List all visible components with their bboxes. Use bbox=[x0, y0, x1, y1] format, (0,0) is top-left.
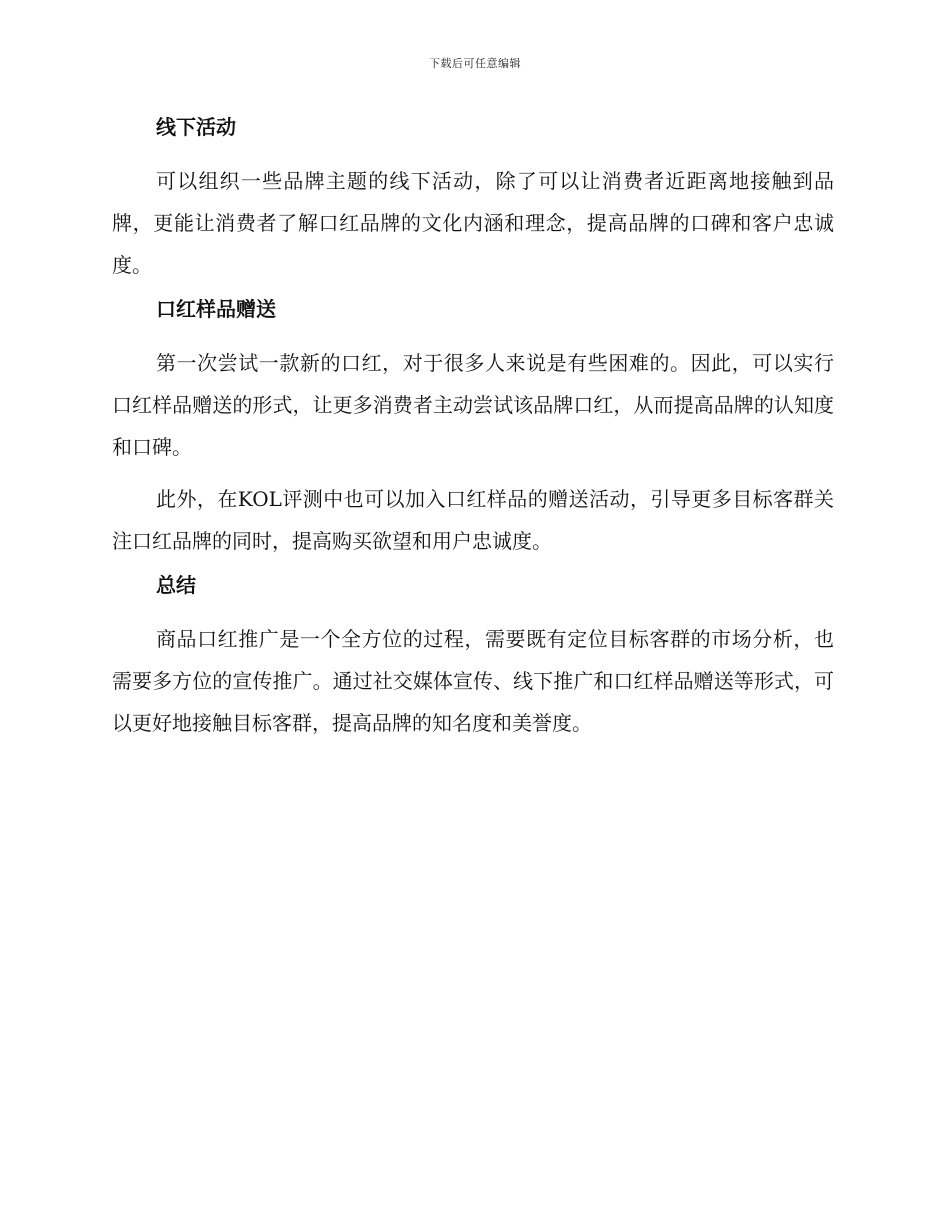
paragraph: 此外，在KOL评测中也可以加入口红样品的赠送活动，引导更多目标客群关注口红品牌的同时，提高购买欲望和用户忠诚度。 bbox=[112, 487, 834, 553]
paragraph: 商品口红推广是一个全方位的过程，需要既有定位目标客群的市场分析，也需要多方位的宣传推广。通过社交媒体宣传、线下推广和口红样品赠送等形式，可以更好地接触目标客群，提高品牌的知名度和美誉度。 bbox=[112, 627, 834, 735]
section-offline-events bbox=[112, 112, 834, 286]
header-note: 下载后可任意编辑 bbox=[429, 57, 521, 70]
section-summary bbox=[112, 570, 834, 744]
document-body bbox=[112, 112, 834, 752]
section-heading: 口红样品赠送 bbox=[156, 297, 276, 321]
section-heading: 总结 bbox=[156, 573, 196, 597]
paragraph: 可以组织一些品牌主题的线下活动，除了可以让消费者近距离地接触到品牌，更能让消费者了解口红品牌的文化内涵和理念，提高品牌的口碑和客户忠诚度。 bbox=[112, 169, 834, 277]
paragraph: 第一次尝试一款新的口红，对于很多人来说是有些困难的。因此，可以实行口红样品赠送的形式，让更多消费者主动尝试该品牌口红，从而提高品牌的认知度和口碑。 bbox=[112, 351, 834, 459]
section-heading: 线下活动 bbox=[156, 115, 236, 139]
section-sample-giveaway bbox=[112, 294, 834, 562]
